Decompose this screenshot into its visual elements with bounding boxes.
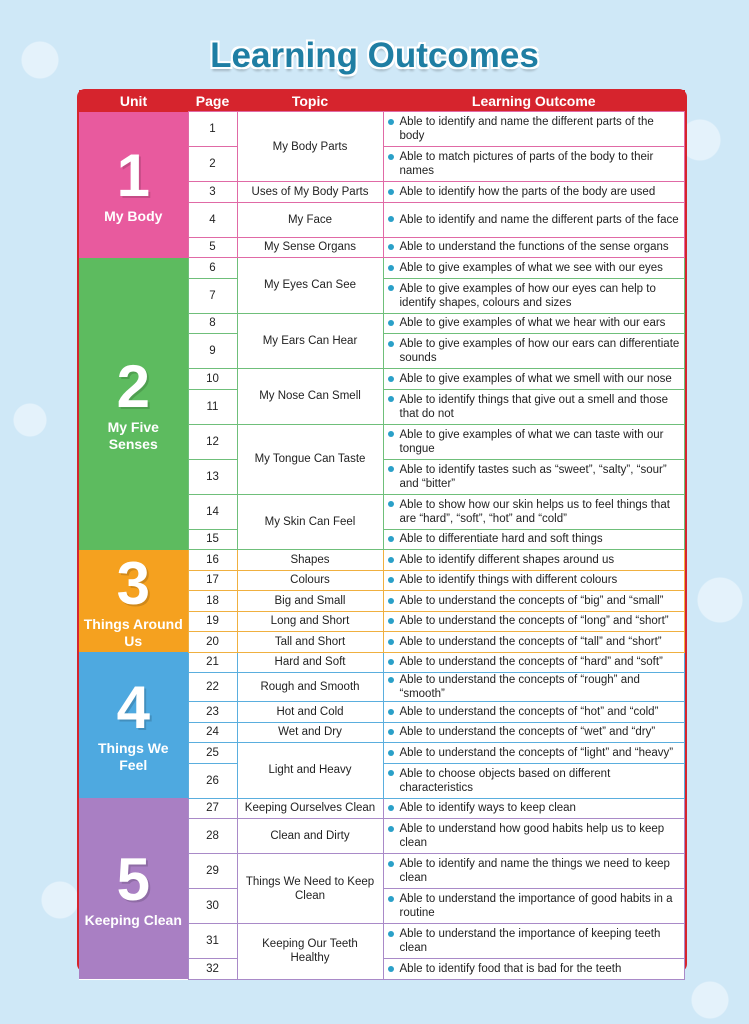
- outcome-cell: [383, 611, 685, 632]
- outcome-cell: [383, 334, 685, 369]
- outcome-text: Able to identify food that is bad for the teeth: [399, 962, 622, 975]
- page-number: 23: [188, 702, 237, 723]
- outcome-cell: [383, 591, 685, 612]
- outcome-text: Able to choose objects based on different characteristics: [399, 767, 611, 794]
- page-number: 24: [188, 722, 237, 743]
- page-number: 16: [188, 550, 237, 571]
- outcome-text: Able to understand the concepts of “long” and “short”: [399, 615, 669, 628]
- bullet-icon: [388, 826, 394, 832]
- outcome-cell: [383, 763, 685, 798]
- outcome-text: Able to match pictures of parts of the body to their names: [399, 151, 654, 177]
- page-number: 19: [188, 611, 237, 632]
- outcome-text: Able to identify and name the different parts of the face: [399, 213, 679, 226]
- page-number: 10: [188, 369, 237, 390]
- topic-cell: My Ears Can Hear: [237, 313, 383, 369]
- outcome-cell: [383, 798, 685, 819]
- topic-cell: Long and Short: [237, 611, 383, 632]
- outcome-text: Able to understand the importance of good habits in a routine: [399, 893, 673, 919]
- outcome-text: Able to give examples of what we see with our eyes: [399, 261, 663, 274]
- topic-cell: Keeping Ourselves Clean: [237, 798, 383, 819]
- outcome-cell: [383, 369, 685, 390]
- bullet-icon: [388, 466, 394, 472]
- outcome-text: Able to give examples of what we smell with our nose: [399, 372, 672, 385]
- header-page: Page: [188, 90, 237, 112]
- outcome-cell: [383, 722, 685, 743]
- unit-number-illustration: 2: [116, 352, 150, 420]
- outcome-cell: [383, 202, 685, 237]
- bullet-icon: [388, 154, 394, 160]
- topic-cell: Keeping Our Teeth Healthy: [237, 924, 383, 980]
- bullet-icon: [388, 216, 394, 222]
- outcome-cell: [383, 819, 685, 854]
- page-number: 25: [188, 743, 237, 764]
- bullet-icon: [388, 189, 394, 195]
- topic-cell: Tall and Short: [237, 632, 383, 653]
- bullet-icon: [388, 931, 394, 937]
- outcome-text: Able to understand the importance of keeping teeth clean: [399, 928, 661, 954]
- page-number: 30: [188, 889, 237, 924]
- topic-cell: Things We Need to Keep Clean: [237, 854, 383, 924]
- outcome-cell: [383, 494, 685, 529]
- outcome-text: Able to give examples of what we can taste with our tongue: [399, 428, 664, 455]
- topic-cell: My Nose Can Smell: [237, 369, 383, 425]
- topic-cell: My Skin Can Feel: [237, 494, 383, 550]
- outcome-text: Able to identify tastes such as “sweet”, “salty”, “sour” and “bitter”: [399, 463, 667, 490]
- outcome-cell: [383, 924, 685, 959]
- page-number: 18: [188, 591, 237, 612]
- unit-name: My Five Senses: [107, 418, 159, 452]
- unit-name: Things Around Us: [83, 615, 183, 649]
- bullet-icon: [388, 677, 394, 683]
- page-number: 13: [188, 459, 237, 494]
- outcome-cell: [383, 112, 685, 147]
- bullet-icon: [388, 896, 394, 902]
- outcome-text: Able to understand the functions of the sense organs: [399, 241, 669, 254]
- header-outcome: Learning Outcome: [383, 90, 685, 112]
- bullet-icon: [388, 805, 394, 811]
- page-number: 11: [188, 389, 237, 424]
- outcome-text: Able to understand the concepts of “hard” and “soft”: [399, 656, 663, 669]
- bullet-icon: [388, 750, 394, 756]
- bullet-icon: [388, 861, 394, 867]
- bullet-icon: [388, 501, 394, 507]
- page-number: 14: [188, 494, 237, 529]
- bullet-icon: [388, 577, 394, 583]
- table-row: [79, 798, 685, 819]
- outcome-text: Able to identify and name the things we need to keep clean: [399, 858, 670, 884]
- outcome-cell: [383, 743, 685, 764]
- page-number: 7: [188, 278, 237, 313]
- outcome-cell: [383, 147, 685, 182]
- page-number: 20: [188, 632, 237, 653]
- topic-cell: My Tongue Can Taste: [237, 424, 383, 494]
- bullet-icon: [388, 376, 394, 382]
- header-topic: Topic: [237, 90, 383, 112]
- learning-outcomes-table: [79, 90, 685, 980]
- table-row: [79, 258, 685, 279]
- page-number: 2: [188, 147, 237, 182]
- page-number: 1: [188, 112, 237, 147]
- outcome-text: Able to show how our skin helps us to feel things that are “hard”, “soft”, “hot” and “cold”: [399, 498, 670, 525]
- topic-cell: Colours: [237, 570, 383, 591]
- outcome-cell: [383, 389, 685, 424]
- unit-number-illustration: 4: [116, 674, 150, 741]
- page-number: 21: [188, 652, 237, 673]
- outcome-cell: [383, 889, 685, 924]
- page-number: 22: [188, 673, 237, 702]
- page-number: 17: [188, 570, 237, 591]
- outcome-text: Able to identify different shapes around us: [399, 553, 615, 566]
- page-title: Learning Outcomes: [210, 36, 539, 75]
- unit-number-illustration: 5: [116, 846, 150, 913]
- outcome-text: Able to give examples of how our ears can differentiate sounds: [399, 338, 680, 364]
- topic-cell: Clean and Dirty: [237, 819, 383, 854]
- bullet-icon: [388, 320, 394, 326]
- outcome-cell: [383, 854, 685, 889]
- topic-cell: My Eyes Can See: [237, 258, 383, 314]
- outcome-text: Able to identify how the parts of the body are used: [399, 185, 656, 198]
- unit-cell: [79, 258, 188, 550]
- outcome-text: Able to understand how good habits help us to keep clean: [399, 823, 665, 849]
- bullet-icon: [388, 431, 394, 437]
- topic-cell: My Face: [237, 202, 383, 237]
- outcome-text: Able to differentiate hard and soft things: [399, 533, 603, 546]
- bullet-icon: [388, 536, 394, 542]
- topic-cell: Light and Heavy: [237, 743, 383, 799]
- header-unit: Unit: [79, 90, 188, 112]
- bullet-icon: [388, 285, 394, 291]
- unit-name: Things We Feel: [97, 740, 169, 773]
- bullet-icon: [388, 119, 394, 125]
- topic-cell: Hard and Soft: [237, 652, 383, 673]
- unit-cell: [79, 652, 188, 798]
- outcome-text: Able to understand the concepts of “tall” and “short”: [399, 635, 662, 648]
- page-number: 12: [188, 424, 237, 459]
- topic-cell: Hot and Cold: [237, 702, 383, 723]
- page-number: 32: [188, 959, 237, 980]
- topic-cell: Rough and Smooth: [237, 673, 383, 702]
- page-number: 15: [188, 529, 237, 550]
- outcome-cell: [383, 459, 685, 494]
- outcome-cell: [383, 529, 685, 550]
- unit-number-illustration: 3: [116, 549, 150, 617]
- unit-cell: [79, 550, 188, 653]
- unit-cell: [79, 112, 188, 258]
- bullet-icon: [388, 341, 394, 347]
- outcome-cell: [383, 673, 685, 702]
- table-row: [79, 550, 685, 571]
- unit-number-illustration: 1: [116, 142, 150, 209]
- outcome-text: Able to identify things with different colours: [399, 574, 618, 587]
- bullet-icon: [388, 557, 394, 563]
- topic-cell: Wet and Dry: [237, 722, 383, 743]
- topic-cell: My Sense Organs: [237, 237, 383, 258]
- bullet-icon: [388, 966, 394, 972]
- outcome-text: Able to understand the concepts of “hot” and “cold”: [399, 705, 659, 718]
- unit-name: My Body: [104, 208, 163, 224]
- outcome-text: Able to understand the concepts of “light” and “heavy”: [399, 746, 674, 759]
- page-number: 28: [188, 819, 237, 854]
- bullet-icon: [388, 396, 394, 402]
- page-number: 3: [188, 182, 237, 203]
- outcome-text: Able to understand the concepts of “wet” and “dry”: [399, 726, 656, 739]
- outcome-cell: [383, 258, 685, 279]
- outcome-text: Able to give examples of what we hear with our ears: [399, 317, 666, 330]
- outcome-text: Able to identify ways to keep clean: [399, 802, 576, 815]
- outcome-cell: [383, 632, 685, 653]
- bullet-icon: [388, 244, 394, 250]
- page-number: 31: [188, 924, 237, 959]
- topic-cell: My Body Parts: [237, 112, 383, 182]
- page-number: 5: [188, 237, 237, 258]
- outcome-text: Able to give examples of how our eyes can help to identify shapes, colours and sizes: [399, 282, 656, 309]
- outcome-cell: [383, 652, 685, 673]
- page-number: 9: [188, 334, 237, 369]
- bullet-icon: [388, 265, 394, 271]
- outcome-cell: [383, 702, 685, 723]
- topic-cell: Big and Small: [237, 591, 383, 612]
- outcome-cell: [383, 424, 685, 459]
- bullet-icon: [388, 618, 394, 624]
- unit-cell: [79, 798, 188, 979]
- bullet-icon: [388, 639, 394, 645]
- table-row: [79, 652, 685, 673]
- bullet-icon: [388, 770, 394, 776]
- bullet-icon: [388, 709, 394, 715]
- page-number: 26: [188, 763, 237, 798]
- outcome-text: Able to understand the concepts of “big” and “small”: [399, 594, 664, 607]
- topic-cell: Uses of My Body Parts: [237, 182, 383, 203]
- outcome-cell: [383, 570, 685, 591]
- bullet-icon: [388, 598, 394, 604]
- outcome-text: Able to identify and name the different parts of the body: [399, 116, 654, 142]
- page-number: 4: [188, 202, 237, 237]
- outcome-text: Able to understand the concepts of “rough” and “smooth”: [399, 674, 640, 700]
- table-row: [79, 112, 685, 147]
- page-number: 6: [188, 258, 237, 279]
- bullet-icon: [388, 659, 394, 665]
- outcome-cell: [383, 278, 685, 313]
- outcome-text: Able to identify things that give out a smell and those that do not: [399, 393, 668, 420]
- unit-name: Keeping Clean: [84, 912, 182, 928]
- outcome-cell: [383, 550, 685, 571]
- outcome-cell: [383, 959, 685, 980]
- outcome-cell: [383, 313, 685, 334]
- page-number: 8: [188, 313, 237, 334]
- outcome-cell: [383, 182, 685, 203]
- page-number: 27: [188, 798, 237, 819]
- outcome-cell: [383, 237, 685, 258]
- page-number: 29: [188, 854, 237, 889]
- bullet-icon: [388, 729, 394, 735]
- topic-cell: Shapes: [237, 550, 383, 571]
